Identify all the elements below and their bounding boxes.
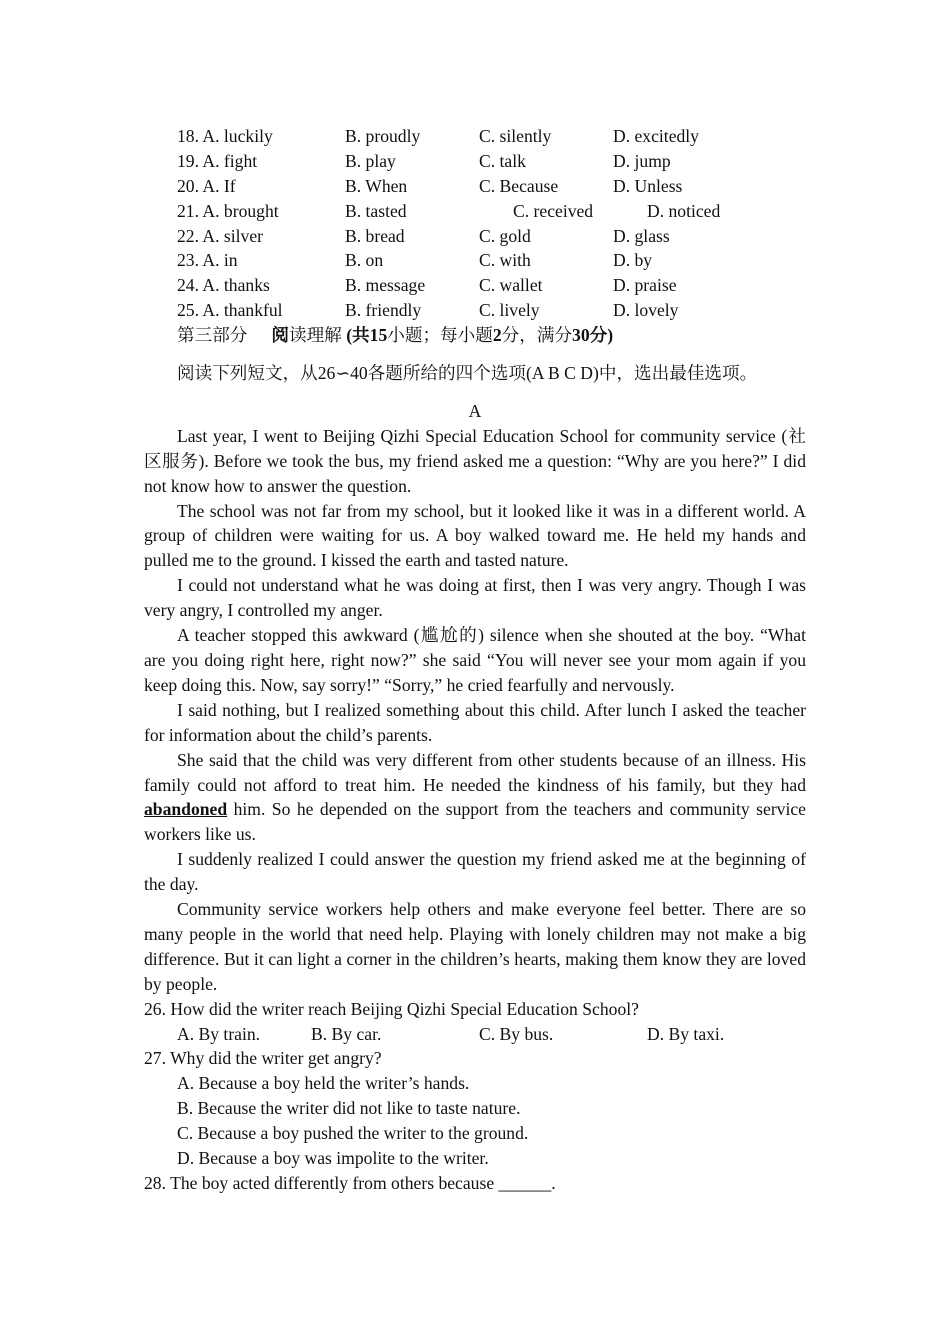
- exam-page: [144, 124, 806, 1196]
- option-d: D. praise: [613, 275, 677, 296]
- option-c: C. talk: [479, 150, 526, 171]
- option-row-25: [144, 298, 806, 323]
- option-b: B. friendly: [345, 300, 422, 321]
- section-name-rest: 读理解: [289, 325, 342, 346]
- answer-b: B. Because the writer did not like to taste nature.: [177, 1098, 521, 1119]
- option-row-19: [144, 149, 806, 174]
- option-d: D. glass: [613, 225, 670, 246]
- option-a: 22. A. silver: [177, 225, 264, 246]
- option-b: B. on: [345, 250, 384, 271]
- question-26: [144, 997, 806, 1047]
- option-a: 23. A. in: [177, 250, 238, 271]
- option-a: 25. A. thankful: [177, 300, 283, 321]
- paragraph: Last year, I went to Beijing Qizhi Special Education School for community service (社区服务). Before we took the bus, my friend asked me a question: “Why are you here?” I did not know how to answer the question.: [144, 425, 806, 496]
- option-d: D. excitedly: [613, 126, 699, 146]
- option-row-18: [144, 124, 806, 149]
- option-c: C. lively: [479, 300, 540, 321]
- option-c: C. gold: [479, 225, 531, 246]
- section-name-first: 阅: [271, 325, 289, 346]
- option-a: 21. A. brought: [177, 200, 279, 221]
- paragraph: The school was not far from my school, but it looked like it was in a different world. A group of children were waiting for us. A boy walked toward me. He held my hands and pulled me to the ground. I kissed the earth and tasted nature.: [144, 500, 806, 571]
- option-d: D. jump: [613, 150, 671, 171]
- option-b: B. play: [345, 150, 396, 171]
- question-stem: 28. The boy acted differently from others because ______.: [144, 1173, 556, 1194]
- paragraph: I said nothing, but I realized something about this child. After lunch I asked the teacher for information about the child’s parents.: [144, 699, 806, 745]
- option-b: B. tasted: [345, 200, 407, 221]
- option-b: B. message: [345, 275, 426, 296]
- option-row-24: [144, 273, 806, 298]
- option-a: 24. A. thanks: [177, 275, 270, 296]
- option-c: C. received: [513, 200, 594, 221]
- option-b: B. bread: [345, 225, 405, 246]
- section-mid2: 分，满分: [501, 325, 573, 346]
- option-a: 19. A. fight: [177, 150, 258, 171]
- option-row-21: [144, 199, 806, 224]
- option-row-23: [144, 248, 806, 273]
- paragraph: I could not understand what he was doing at first, then I was very angry. Though I was very angry, I controlled my anger.: [144, 575, 806, 621]
- option-row-22: [144, 224, 806, 249]
- option-d: D. by: [613, 250, 653, 271]
- section-mid1: 小题；每小题: [387, 325, 493, 346]
- answer-d: D. By taxi.: [647, 1023, 725, 1044]
- option-row-20: [144, 174, 806, 199]
- paragraph-text: She said that the child was very different from other students because of an illness. His family could not afford to treat him. He needed the kindness of his family, but they had: [144, 749, 806, 795]
- option-a: 18. A. luckily: [177, 126, 273, 146]
- option-c: C. silently: [479, 126, 552, 146]
- paragraph: I suddenly realized I could answer the question my friend asked me at the beginning of the day.: [144, 849, 806, 895]
- option-c: C. with: [479, 250, 531, 271]
- question-count: 15: [369, 325, 388, 346]
- cloze-options: [144, 124, 806, 323]
- answer-row: [144, 1022, 806, 1047]
- passage: [144, 424, 806, 997]
- option-d: D. lovely: [613, 300, 679, 321]
- section-close: 分): [589, 325, 614, 346]
- answer-a: A. Because a boy held the writer’s hands.: [177, 1073, 470, 1094]
- answer-a: A. By train.: [177, 1023, 261, 1044]
- paragraph: [144, 748, 806, 848]
- points-per-question: 2: [492, 325, 502, 346]
- instructions: 阅读下列短文，从26∽40各题所给的四个选项(A B C D)中，选出最佳选项。: [177, 363, 758, 384]
- question-stem: 27. Why did the writer get angry?: [144, 1048, 382, 1069]
- option-d: D. Unless: [613, 175, 683, 196]
- paragraph-text: him. So he depended on the support from the teachers and community service workers like us.: [144, 799, 806, 845]
- section-part: 第三部分: [177, 325, 248, 346]
- option-b: B. proudly: [345, 126, 421, 146]
- section-heading: [144, 323, 806, 348]
- option-b: B. When: [345, 175, 408, 196]
- option-c: C. wallet: [479, 275, 543, 296]
- answer-b: B. By car.: [311, 1023, 382, 1044]
- option-d: D. noticed: [647, 200, 721, 221]
- option-a: 20. A. If: [177, 175, 236, 196]
- question-28: [144, 1171, 806, 1196]
- answer-c: C. Because a boy pushed the writer to the ground.: [177, 1123, 529, 1144]
- paragraph: A teacher stopped this awkward (尴尬的) silence when she shouted at the boy. “What are you doing right here, right now?” she said “You will never see your mom again if you keep doing this. Now, say sorry!” “Sorry,” he cried fearfully and nervously.: [144, 625, 806, 695]
- section-open: (共: [346, 325, 370, 346]
- underlined-word: abandoned: [144, 799, 228, 820]
- question-stem: 26. How did the writer reach Beijing Qizhi Special Education School?: [144, 998, 639, 1019]
- question-27: [144, 1046, 806, 1171]
- answer-d: D. Because a boy was impolite to the writer.: [177, 1148, 489, 1169]
- paragraph: Community service workers help others and make everyone feel better. There are so many people in the world that need help. Playing with lonely children may not make a big difference. But it can light a corner in the children’s hearts, making them know they are loved by people.: [144, 899, 806, 994]
- passage-label: A: [468, 400, 482, 421]
- total-points: 30: [572, 325, 590, 346]
- option-c: C. Because: [479, 175, 559, 196]
- answer-c: C. By bus.: [479, 1023, 554, 1044]
